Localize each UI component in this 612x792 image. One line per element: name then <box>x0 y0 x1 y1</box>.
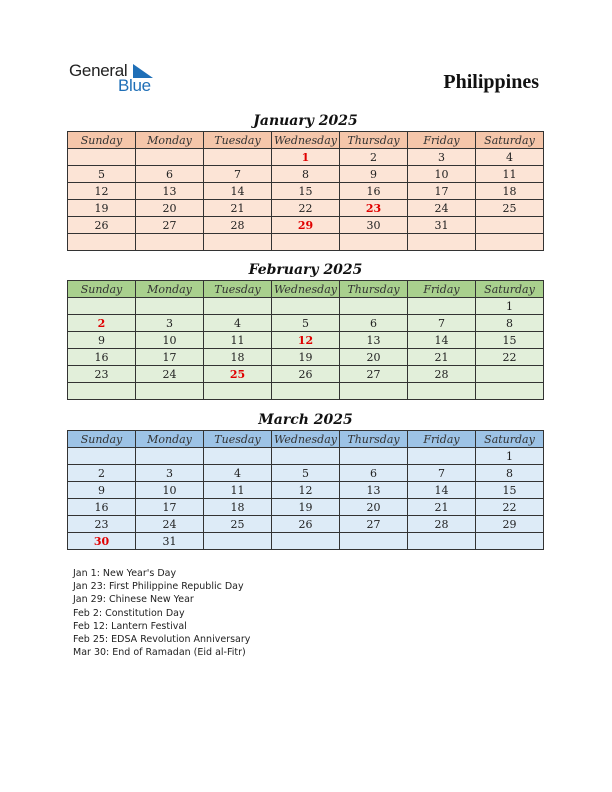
day-cell: 6 <box>340 315 408 332</box>
day-cell: 7 <box>408 315 476 332</box>
empty-day-cell <box>408 383 476 400</box>
day-cell: 23 <box>68 516 136 533</box>
day-cell: 1 <box>476 448 544 465</box>
day-cell: 20 <box>340 499 408 516</box>
empty-day-cell <box>408 298 476 315</box>
weekday-header-row <box>68 281 544 298</box>
day-cell: 5 <box>272 315 340 332</box>
empty-day-cell <box>476 366 544 383</box>
day-cell: 10 <box>136 332 204 349</box>
day-cell: 22 <box>476 349 544 366</box>
empty-day-cell <box>340 234 408 251</box>
day-cell: 5 <box>68 166 136 183</box>
weekday-header: Thursday <box>340 281 408 298</box>
empty-day-cell <box>340 298 408 315</box>
day-cell: 20 <box>340 349 408 366</box>
weekday-header: Wednesday <box>272 132 340 149</box>
empty-day-cell <box>340 533 408 550</box>
day-cell: 2 <box>68 315 136 332</box>
week-row <box>68 149 544 166</box>
day-cell: 16 <box>340 183 408 200</box>
day-cell: 17 <box>408 183 476 200</box>
calendar-grid <box>67 131 544 251</box>
day-cell: 14 <box>204 183 272 200</box>
week-row <box>68 349 544 366</box>
empty-day-cell <box>68 234 136 251</box>
empty-day-cell <box>272 383 340 400</box>
day-cell: 2 <box>68 465 136 482</box>
day-cell: 17 <box>136 349 204 366</box>
empty-day-cell <box>272 533 340 550</box>
empty-day-cell <box>204 298 272 315</box>
week-row <box>68 315 544 332</box>
weekday-header: Friday <box>408 132 476 149</box>
week-row <box>68 366 544 383</box>
week-row <box>68 332 544 349</box>
empty-day-cell <box>136 298 204 315</box>
holiday-item: Feb 2: Constitution Day <box>73 607 185 619</box>
day-cell: 16 <box>68 499 136 516</box>
day-cell: 3 <box>408 149 476 166</box>
day-cell: 11 <box>204 332 272 349</box>
day-cell: 7 <box>408 465 476 482</box>
day-cell: 18 <box>476 183 544 200</box>
month-march <box>67 410 544 550</box>
empty-day-cell <box>68 383 136 400</box>
week-row <box>68 298 544 315</box>
day-cell: 18 <box>204 499 272 516</box>
empty-day-cell <box>340 448 408 465</box>
empty-day-cell <box>476 533 544 550</box>
empty-day-cell <box>204 533 272 550</box>
weekday-header: Wednesday <box>272 281 340 298</box>
day-cell: 24 <box>408 200 476 217</box>
day-cell: 3 <box>136 315 204 332</box>
day-cell: 9 <box>68 332 136 349</box>
day-cell: 17 <box>136 499 204 516</box>
month-january <box>67 111 544 251</box>
weekday-header: Tuesday <box>204 431 272 448</box>
empty-day-cell <box>68 298 136 315</box>
empty-day-cell <box>272 448 340 465</box>
week-row <box>68 234 544 251</box>
day-cell: 13 <box>340 332 408 349</box>
week-row <box>68 200 544 217</box>
day-cell: 9 <box>340 166 408 183</box>
empty-day-cell <box>68 149 136 166</box>
day-cell: 30 <box>68 533 136 550</box>
day-cell: 3 <box>136 465 204 482</box>
day-cell: 24 <box>136 516 204 533</box>
day-cell: 1 <box>272 149 340 166</box>
day-cell: 7 <box>204 166 272 183</box>
empty-day-cell <box>408 234 476 251</box>
day-cell: 15 <box>272 183 340 200</box>
day-cell: 22 <box>476 499 544 516</box>
day-cell: 27 <box>340 516 408 533</box>
day-cell: 12 <box>68 183 136 200</box>
weekday-header: Monday <box>136 132 204 149</box>
empty-day-cell <box>408 448 476 465</box>
day-cell: 4 <box>476 149 544 166</box>
week-row <box>68 166 544 183</box>
empty-day-cell <box>136 149 204 166</box>
week-row <box>68 533 544 550</box>
brand-line1: General <box>69 61 128 80</box>
day-cell: 11 <box>476 166 544 183</box>
empty-day-cell <box>204 234 272 251</box>
weekday-header-row <box>68 132 544 149</box>
day-cell: 22 <box>272 200 340 217</box>
holiday-item: Feb 12: Lantern Festival <box>73 620 187 632</box>
day-cell: 31 <box>136 533 204 550</box>
day-cell: 10 <box>408 166 476 183</box>
empty-day-cell <box>68 448 136 465</box>
day-cell: 15 <box>476 332 544 349</box>
empty-day-cell <box>136 234 204 251</box>
empty-day-cell <box>340 383 408 400</box>
holiday-item: Mar 30: End of Ramadan (Eid al-Fitr) <box>73 647 246 659</box>
weekday-header: Tuesday <box>204 281 272 298</box>
day-cell: 2 <box>340 149 408 166</box>
empty-day-cell <box>272 234 340 251</box>
day-cell: 19 <box>68 200 136 217</box>
day-cell: 21 <box>408 499 476 516</box>
day-cell: 28 <box>408 516 476 533</box>
holiday-item: Jan 29: Chinese New Year <box>73 594 194 606</box>
week-row <box>68 383 544 400</box>
month-title: January 2025 <box>253 113 358 129</box>
calendar-grid <box>67 430 544 550</box>
weekday-header: Saturday <box>476 132 544 149</box>
day-cell: 12 <box>272 332 340 349</box>
empty-day-cell <box>204 383 272 400</box>
week-row <box>68 217 544 234</box>
day-cell: 21 <box>204 200 272 217</box>
day-cell: 1 <box>476 298 544 315</box>
empty-day-cell <box>476 383 544 400</box>
weekday-header: Sunday <box>68 431 136 448</box>
holiday-item: Feb 25: EDSA Revolution Anniversary <box>73 634 251 646</box>
day-cell: 31 <box>408 217 476 234</box>
empty-day-cell <box>136 448 204 465</box>
weekday-header: Wednesday <box>272 431 340 448</box>
week-row <box>68 465 544 482</box>
day-cell: 15 <box>476 482 544 499</box>
day-cell: 21 <box>408 349 476 366</box>
day-cell: 25 <box>476 200 544 217</box>
weekday-header: Tuesday <box>204 132 272 149</box>
day-cell: 19 <box>272 349 340 366</box>
day-cell: 23 <box>340 200 408 217</box>
holiday-item: Jan 23: First Philippine Republic Day <box>73 581 244 593</box>
holiday-list <box>73 567 250 659</box>
day-cell: 27 <box>340 366 408 383</box>
day-cell: 24 <box>136 366 204 383</box>
week-row <box>68 448 544 465</box>
country-title: Philippines <box>443 71 539 93</box>
empty-day-cell <box>272 298 340 315</box>
month-title: February 2025 <box>248 262 363 278</box>
day-cell: 13 <box>340 482 408 499</box>
day-cell: 4 <box>204 315 272 332</box>
day-cell: 6 <box>136 166 204 183</box>
week-row <box>68 499 544 516</box>
day-cell: 29 <box>476 516 544 533</box>
day-cell: 5 <box>272 465 340 482</box>
day-cell: 26 <box>272 366 340 383</box>
day-cell: 25 <box>204 516 272 533</box>
day-cell: 14 <box>408 482 476 499</box>
day-cell: 26 <box>68 217 136 234</box>
empty-day-cell <box>476 234 544 251</box>
day-cell: 13 <box>136 183 204 200</box>
day-cell: 23 <box>68 366 136 383</box>
holiday-item: Jan 1: New Year's Day <box>73 568 177 579</box>
day-cell: 28 <box>204 217 272 234</box>
day-cell: 30 <box>340 217 408 234</box>
weekday-header: Sunday <box>68 281 136 298</box>
day-cell: 18 <box>204 349 272 366</box>
weekday-header: Monday <box>136 281 204 298</box>
empty-day-cell <box>408 533 476 550</box>
day-cell: 8 <box>272 166 340 183</box>
weekday-header: Thursday <box>340 132 408 149</box>
day-cell: 4 <box>204 465 272 482</box>
day-cell: 27 <box>136 217 204 234</box>
empty-day-cell <box>476 217 544 234</box>
day-cell: 19 <box>272 499 340 516</box>
weekday-header-row <box>68 431 544 448</box>
day-cell: 14 <box>408 332 476 349</box>
day-cell: 9 <box>68 482 136 499</box>
empty-day-cell <box>204 149 272 166</box>
day-cell: 26 <box>272 516 340 533</box>
day-cell: 12 <box>272 482 340 499</box>
day-cell: 25 <box>204 366 272 383</box>
weekday-header: Friday <box>408 431 476 448</box>
weekday-header: Saturday <box>476 281 544 298</box>
empty-day-cell <box>204 448 272 465</box>
day-cell: 20 <box>136 200 204 217</box>
weekday-header: Friday <box>408 281 476 298</box>
calendar-grid <box>67 280 544 400</box>
day-cell: 6 <box>340 465 408 482</box>
month-title: March 2025 <box>258 412 353 428</box>
day-cell: 11 <box>204 482 272 499</box>
week-row <box>68 183 544 200</box>
weekday-header: Thursday <box>340 431 408 448</box>
weekday-header: Sunday <box>68 132 136 149</box>
week-row <box>68 482 544 499</box>
brand-logo <box>69 61 159 97</box>
day-cell: 16 <box>68 349 136 366</box>
weekday-header: Saturday <box>476 431 544 448</box>
day-cell: 29 <box>272 217 340 234</box>
empty-day-cell <box>136 383 204 400</box>
brand-line2: Blue <box>118 76 151 95</box>
month-february <box>67 260 544 400</box>
day-cell: 8 <box>476 315 544 332</box>
day-cell: 28 <box>408 366 476 383</box>
week-row <box>68 516 544 533</box>
day-cell: 10 <box>136 482 204 499</box>
day-cell: 8 <box>476 465 544 482</box>
weekday-header: Monday <box>136 431 204 448</box>
